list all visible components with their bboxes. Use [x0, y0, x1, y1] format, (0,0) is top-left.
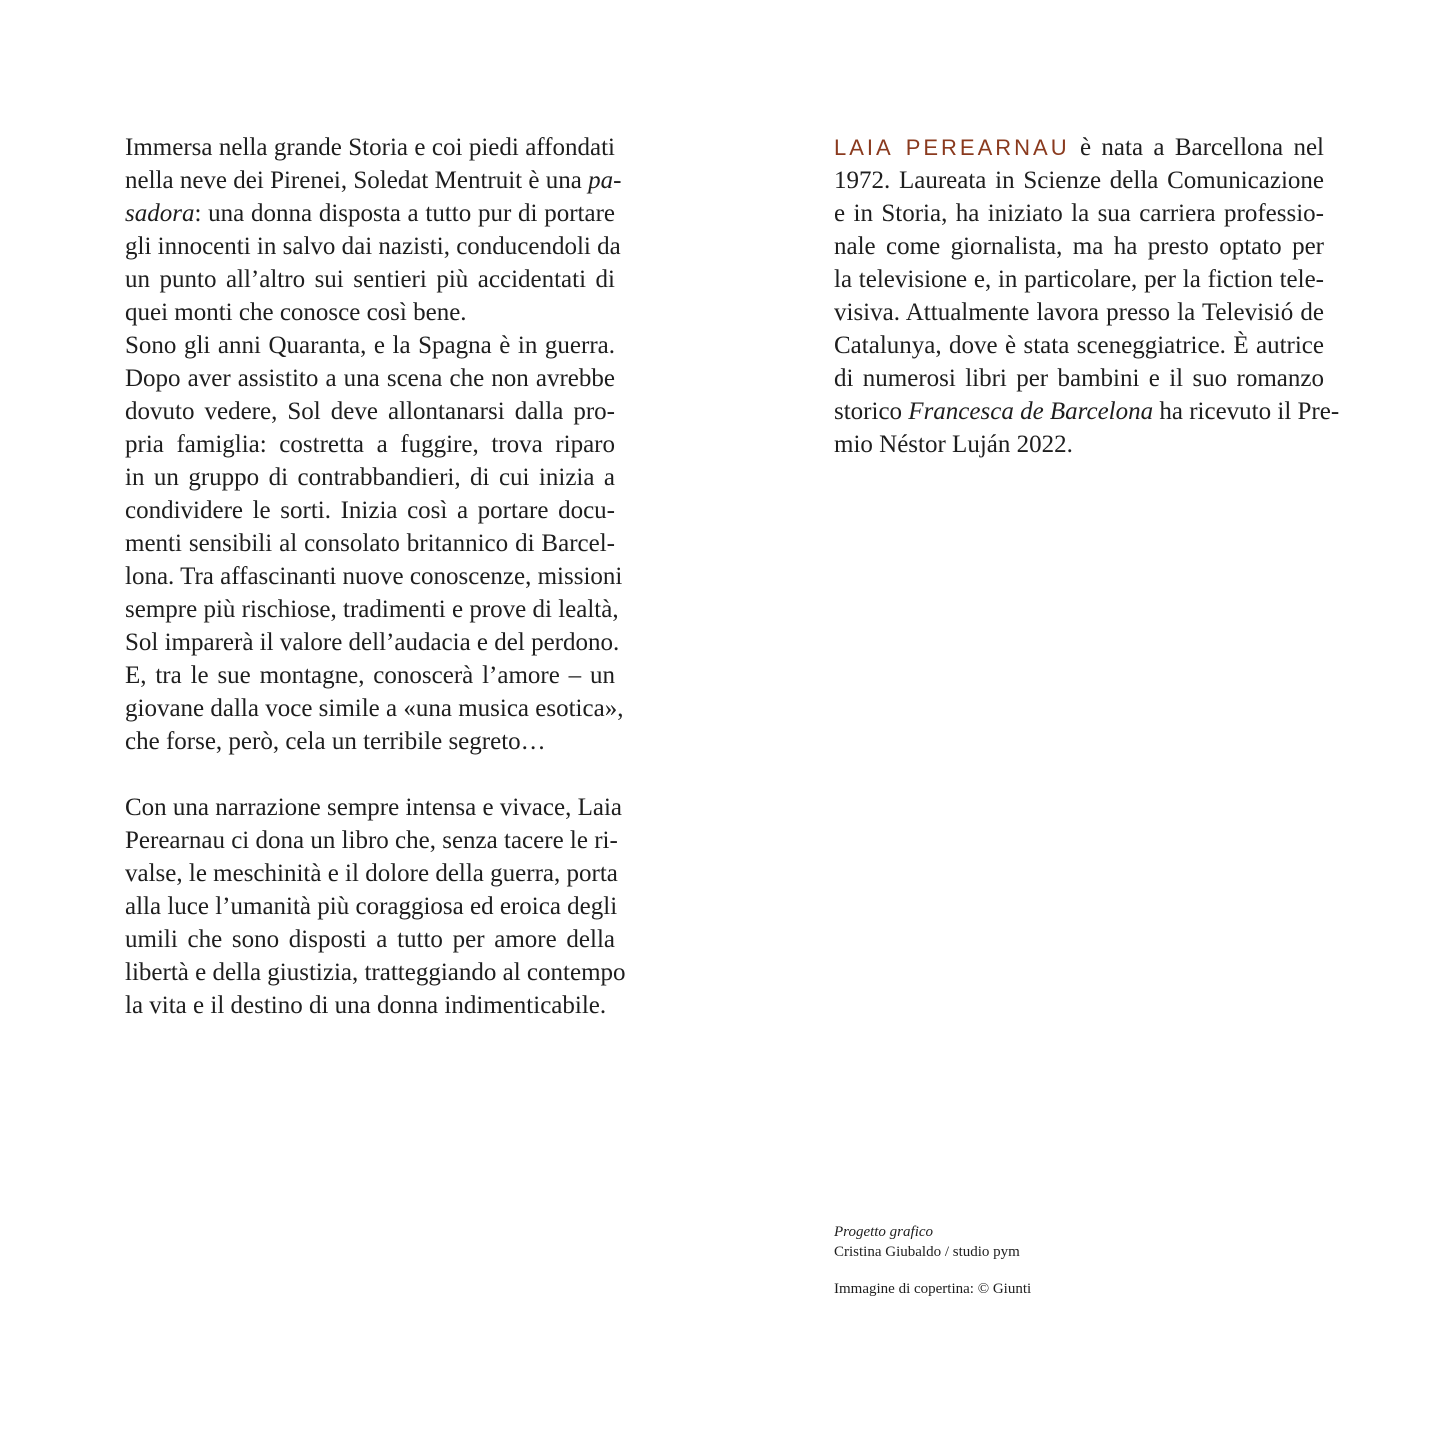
synopsis-text-line: Con una narrazione sempre intensa e vivace, Laia	[125, 794, 622, 821]
synopsis-text-line: in un gruppo di contrabbandieri, di cui inizia a	[125, 464, 615, 491]
synopsis-text-line: nella neve dei Pirenei, Soledat Mentruit è una pa-	[125, 167, 622, 194]
synopsis-text-line: menti sensibili al consolato britannico di Barcel-	[125, 530, 615, 557]
synopsis-text-line: Sol imparerà il valore dell’audacia e del perdono.	[125, 629, 620, 656]
bio-text-line: di numerosi libri per bambini e il suo romanzo	[834, 365, 1324, 392]
synopsis-text-line: giovane dalla voce simile a «una musica esotica»,	[125, 695, 624, 722]
synopsis-text-line: Sono gli anni Quaranta, e la Spagna è in guerra.	[125, 332, 615, 359]
cover-image-credit: Immagine di copertina: © Giunti	[834, 1281, 1032, 1297]
synopsis-text-line: Dopo aver assistito a una scena che non avrebbe	[125, 365, 615, 392]
synopsis-text-line: sadora: una donna disposta a tutto pur di portare	[125, 200, 615, 227]
bio-text-line: nale come giornalista, ma ha presto optato per	[834, 233, 1324, 260]
synopsis-text-line: un punto all’altro sui sentieri più accidentati di	[125, 266, 615, 293]
author-name: LAIA PEREARNAU	[834, 135, 1070, 160]
synopsis-text-line: dovuto vedere, Sol deve allontanarsi dalla pro-	[125, 398, 615, 425]
synopsis-text-line: valse, le meschinità e il dolore della guerra, porta	[125, 860, 618, 887]
bio-text-line: storico Francesca de Barcelona ha ricevuto il Pre-	[834, 398, 1340, 425]
synopsis-text-line: pria famiglia: costretta a fuggire, trova riparo	[125, 431, 615, 458]
synopsis-column	[125, 131, 626, 1022]
bio-text-line: mio Néstor Luján 2022.	[834, 431, 1073, 458]
synopsis-text-line: libertà e della giustizia, tratteggiando al contempo	[125, 959, 626, 986]
bio-text-line: e in Storia, ha iniziato la sua carriera professio-	[834, 200, 1324, 227]
bio-text-line: LAIA PEREARNAU è nata a Barcellona nel	[834, 134, 1325, 161]
credits-spacer	[834, 1262, 1031, 1279]
synopsis-text-line: che forse, però, cela un terribile segreto…	[125, 728, 546, 755]
author-bio-column	[834, 131, 1340, 461]
bio-text-line: visiva. Attualmente lavora presso la Televisió de	[834, 299, 1324, 326]
synopsis-text-line: lona. Tra affascinanti nuove conoscenze, missioni	[125, 563, 623, 590]
synopsis-text-line: alla luce l’umanità più coraggiosa ed eroica degli	[125, 893, 618, 920]
credits-block	[834, 1222, 1031, 1299]
bio-text-line: la televisione e, in particolare, per la fiction tele-	[834, 266, 1324, 293]
bio-text-line: 1972. Laureata in Scienze della Comunicazione	[834, 167, 1324, 194]
design-credit-label: Progetto grafico	[834, 1224, 934, 1240]
synopsis-text-line: E, tra le sue montagne, conoscerà l’amore – un	[125, 662, 615, 689]
synopsis-paragraph-gap	[125, 758, 615, 791]
design-credit-value: Cristina Giubaldo / studio pym	[834, 1244, 1020, 1260]
synopsis-text-line: gli innocenti in salvo dai nazisti, conducendoli da	[125, 233, 621, 260]
synopsis-text-line: quei monti che conosce così bene.	[125, 299, 467, 326]
synopsis-text-line: Immersa nella grande Storia e coi piedi affondati	[125, 134, 615, 161]
synopsis-text-line: Perearnau ci dona un libro che, senza tacere le ri-	[125, 827, 618, 854]
synopsis-text-line: umili che sono disposti a tutto per amore della	[125, 926, 615, 953]
synopsis-text-line: condividere le sorti. Inizia così a portare docu-	[125, 497, 615, 524]
synopsis-text-line: sempre più rischiose, tradimenti e prove di lealtà,	[125, 596, 619, 623]
synopsis-text-line: la vita e il destino di una donna indimenticabile.	[125, 992, 607, 1019]
bio-text-line: Catalunya, dove è stata sceneggiatrice. È autrice	[834, 332, 1324, 359]
